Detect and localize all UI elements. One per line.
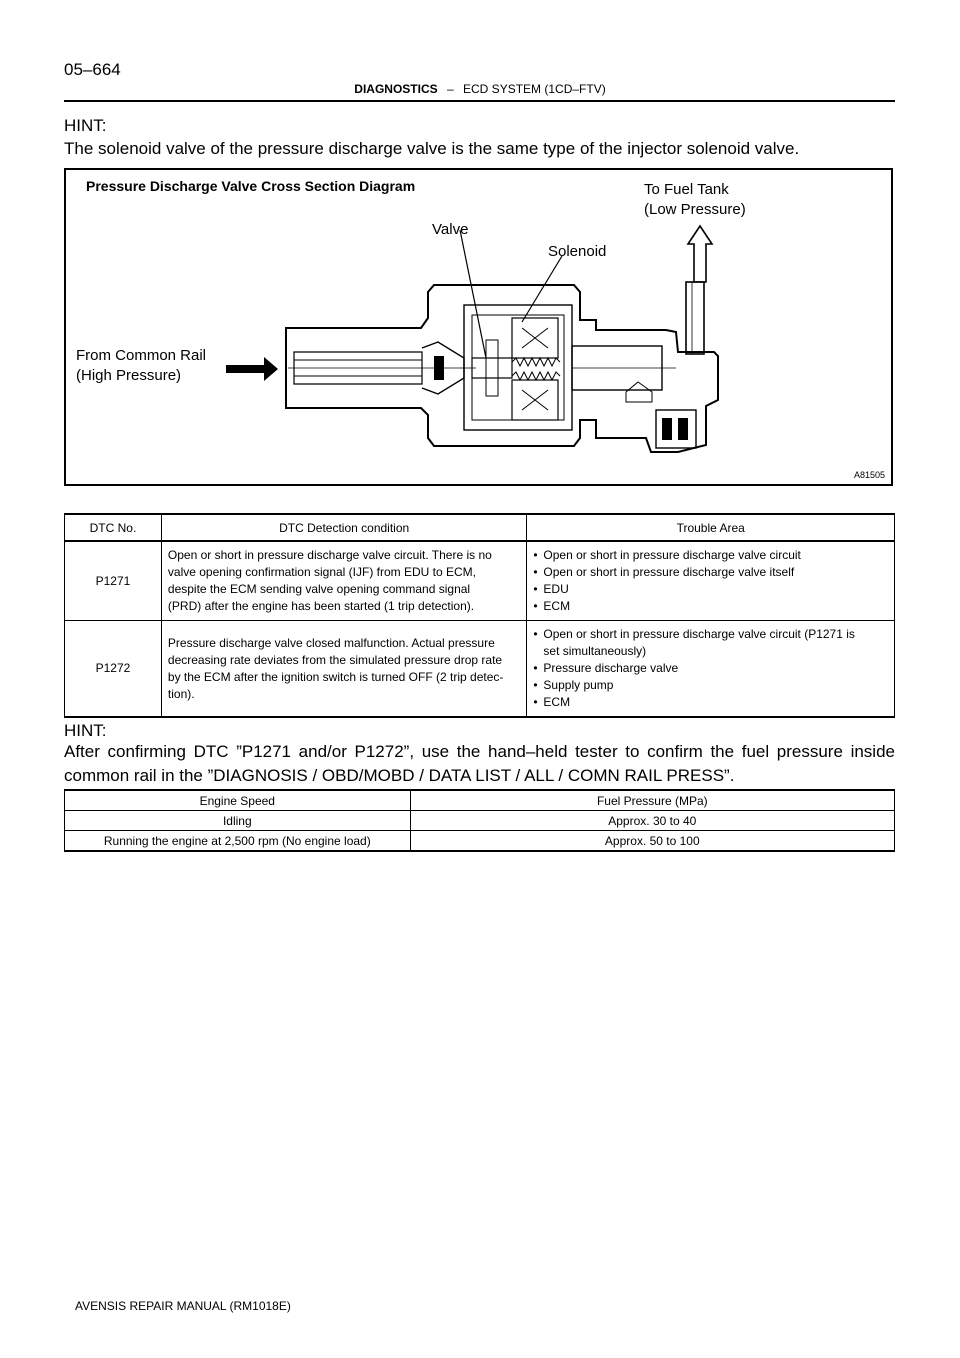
pressure-table-header <box>65 790 895 811</box>
pressure-table <box>64 789 895 852</box>
label-to-fuel-tank-line2: (Low Pressure) <box>644 201 746 218</box>
condition-line: tion). <box>167 686 195 701</box>
dtc-condition <box>161 541 527 621</box>
dtc-table-header <box>65 514 895 541</box>
list-item: • EDU <box>533 582 569 596</box>
figure-code: A81505 <box>853 470 885 480</box>
dtc-header-condition: DTC Detection condition <box>161 514 527 541</box>
cross-section-figure <box>64 168 893 486</box>
hint-label: HINT: <box>64 721 107 740</box>
label-solenoid: Solenoid <box>548 243 607 260</box>
footer: AVENSIS REPAIR MANUAL (RM1018E) <box>75 1299 291 1313</box>
table-row <box>65 811 895 831</box>
condition-line: valve opening confirmation signal (IJF) from EDU to ECM, <box>167 565 477 579</box>
condition-line: Pressure discharge valve closed malfunction. Actual pressure <box>167 635 495 650</box>
list-item: • ECM <box>533 695 571 709</box>
figure-title: Pressure Discharge Valve Cross Section Diagram <box>86 178 416 194</box>
pressure-header-pressure: Fuel Pressure (MPa) <box>410 790 894 811</box>
dtc-header-area: Trouble Area <box>527 514 895 541</box>
list-item: • Open or short in pressure discharge valve itself <box>533 565 795 579</box>
fuel-pressure-cell: Approx. 50 to 100 <box>410 831 894 852</box>
dtc-table <box>64 513 895 718</box>
header-rule <box>64 100 895 102</box>
table-row <box>65 621 895 718</box>
dtc-trouble-area <box>527 541 895 621</box>
label-from-common-rail <box>76 346 206 386</box>
list-item: • Open or short in pressure discharge valve circuit (P1271 is <box>533 627 855 641</box>
hint-text: After confirming DTC ”P1271 and/or P1272”, use the hand–held tester to confirm the fuel pressure inside common rail in the ”DIAGNOSIS / OBD/MOBD / DATA LIST / ALL / COMN RAIL PRESS”. <box>64 742 895 785</box>
area-text: Pressure discharge valve <box>543 661 679 675</box>
table-row <box>65 831 895 852</box>
valve-cross-section-drawing <box>66 170 893 486</box>
condition-line: by the ECM after the ignition switch is turned OFF (2 trip detec- <box>167 669 504 684</box>
dtc-condition <box>161 621 527 718</box>
label-valve: Valve <box>432 221 469 238</box>
area-text: EDU <box>543 582 569 596</box>
area-text: Open or short in pressure discharge valve circuit (P1271 is <box>543 627 855 641</box>
dtc-header-no: DTC No. <box>65 514 162 541</box>
condition-line: despite the ECM sending valve opening command signal <box>167 582 471 596</box>
header-title <box>0 82 960 96</box>
hint-text: The solenoid valve of the pressure discharge valve is the same type of the injector solenoid valve. <box>64 139 800 158</box>
area-text: ECM <box>543 599 571 613</box>
fuel-pressure-cell: Approx. 30 to 40 <box>410 811 894 831</box>
area-text: ECM <box>543 695 571 709</box>
list-item: • ECM <box>533 599 571 613</box>
label-common-rail-line2: (High Pressure) <box>76 367 182 384</box>
label-common-rail-line1: From Common Rail <box>76 347 207 364</box>
list-item-continuation <box>533 643 888 660</box>
list-item: • Open or short in pressure discharge valve circuit <box>533 548 801 562</box>
area-text: set simultaneously) <box>543 644 647 658</box>
hint-label: HINT: <box>64 116 107 135</box>
condition-line: Open or short in pressure discharge valve circuit. There is no <box>167 548 492 562</box>
list-item: • Supply pump <box>533 678 614 692</box>
area-text: Open or short in pressure discharge valve circuit <box>543 548 801 562</box>
label-to-fuel-tank <box>644 180 746 220</box>
header-separator: – <box>446 82 454 96</box>
page-number: 05–664 <box>64 60 121 79</box>
header-subsection: ECD SYSTEM (1CD–FTV) <box>463 82 606 96</box>
condition-line: (PRD) after the engine has been started (1 trip detection). <box>167 599 475 613</box>
condition-line: decreasing rate deviates from the simulated pressure drop rate <box>167 652 503 667</box>
table-row <box>65 541 895 621</box>
header-section: DIAGNOSTICS <box>354 82 438 96</box>
area-text: Supply pump <box>543 678 614 692</box>
label-to-fuel-tank-line1: To Fuel Tank <box>644 181 729 198</box>
pressure-header-speed: Engine Speed <box>65 790 411 811</box>
dtc-trouble-area <box>527 621 895 718</box>
list-item: • Pressure discharge valve <box>533 661 679 675</box>
dtc-code: P1271 <box>65 541 162 621</box>
dtc-code: P1272 <box>65 621 162 718</box>
engine-speed-cell: Running the engine at 2,500 rpm (No engine load) <box>65 831 411 852</box>
engine-speed-cell: Idling <box>65 811 411 831</box>
area-text: Open or short in pressure discharge valve itself <box>543 565 795 579</box>
